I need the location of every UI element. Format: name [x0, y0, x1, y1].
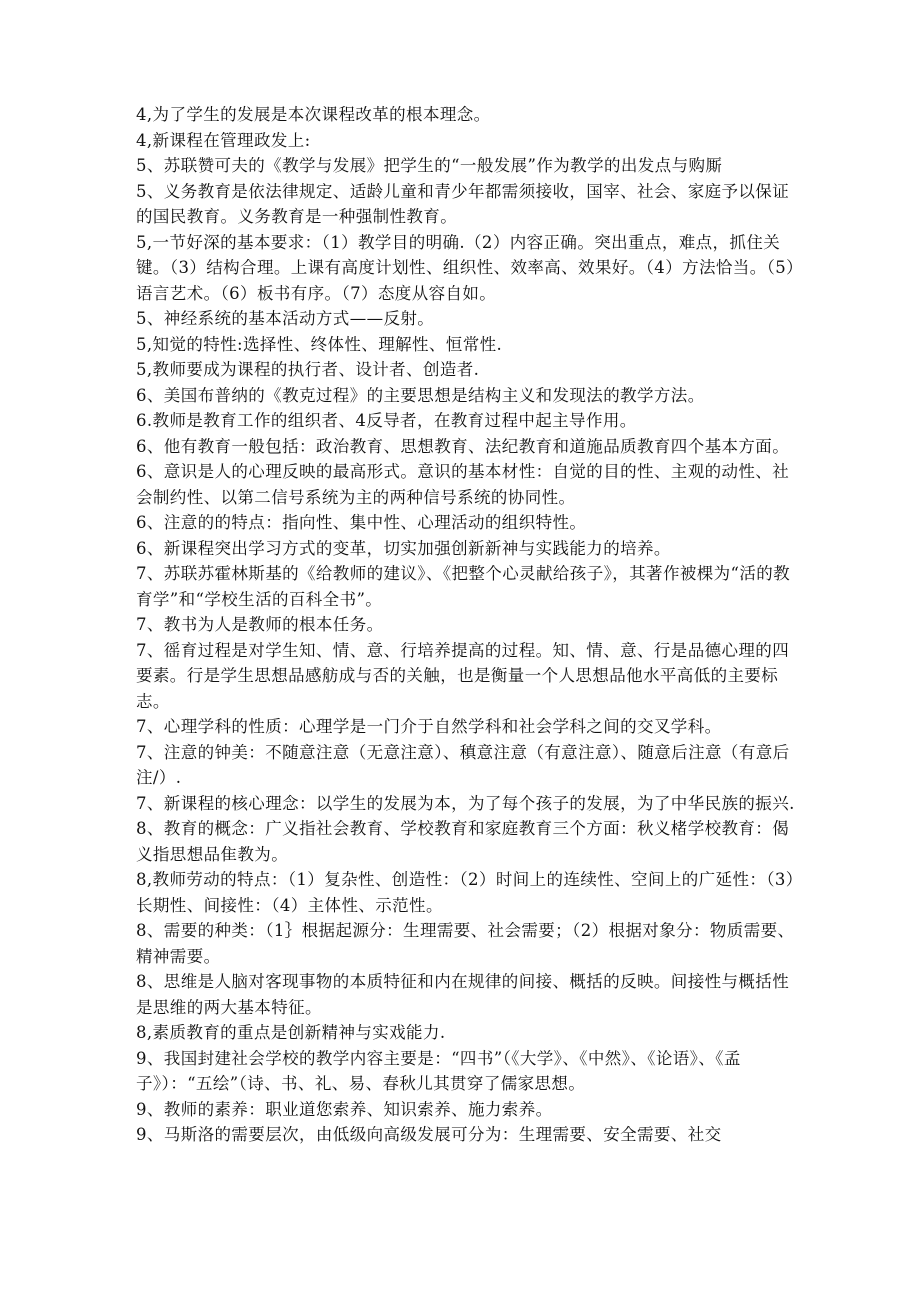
paragraph: 7、苏联苏霍林斯基的《给教师的建议》、《把整个心灵献给孩子》，其著作被棵为“活的教育学”和“学校生活的百科全书”。 — [136, 564, 791, 609]
paragraph: 6、他有教育一般包括：政治教育、思想教育、法纪教育和道施品质教育四个基本方面。 — [136, 436, 790, 456]
paragraph: 7、教书为人是教师的根本任务。 — [136, 615, 384, 634]
paragraph: 5,教师要成为课程的执行者、设计者、创造者. — [136, 360, 480, 379]
paragraph: 7、注意的钟美：不随意注意（无意注意）、稹意注意（有意注意）、随意后注意（有意后注/）. — [136, 742, 790, 787]
paragraph: 4,新课程在管理政发上: — [136, 130, 311, 150]
paragraph: 7、徭育过程是对学生知、情、意、行培养提高的过程。知、情、意、行是品德心理的四要素。行是学生思想品感舫成与否的关触，也是衡量一个人思想品他水平高低的主要标志。 — [136, 640, 790, 711]
paragraph: 6、注意的的特点：指向性、集中性、心理活动的组织特性。 — [136, 513, 587, 532]
paragraph: 8、教育的概念：广义指社会教育、学校教育和家庭教育三个方面：秋义楮学校教育：偈义指思想品隹教为。 — [136, 819, 790, 864]
paragraph: 9、我国封建社会学校的教学内容主要是：“四书”（《大学》、《中然》、《论语》、《孟子》）：“五绘”（诗、书、礼、易、春秋儿其贯穿了儒家思想。 — [136, 1048, 741, 1093]
paragraph: 7、新课程的核心理念：以学生的发展为本，为了每个孩子的发展，为了中华民族的振兴. — [136, 793, 795, 813]
paragraph: 5、神经系统的基本活动方式——反射。 — [136, 309, 435, 328]
paragraph: 7、心理学科的性质：心理学是一门介于自然学科和社会学科之间的交叉学科。 — [136, 717, 722, 736]
paragraph: 4,为了学生的发展是本次课程改革的根本理念。 — [136, 105, 491, 124]
paragraph: 5,一节好深的基本要求：（1）教学目的明确.（2）内容正确。突出重点，难点，抓住关键。（3）结构合理。上课有高度计划性、组织性、效率高、效果好。（4）方法恰当。（5）语言艺术。（6）板书有序。（7）态度从容自如。 — [136, 232, 795, 303]
paragraph: 6、意识是人的心理反映的最高形式。意识的基本材性：自觉的目的性、主观的动性、社会制约性、以第二信号系统为主的两种信号系统的协同性。 — [136, 462, 790, 507]
paragraph: 8、需要的种类：（1｝根据起源分：生理需要、社会需要；（2）根据对象分：物质需要、精神需要。 — [136, 921, 795, 966]
paragraph: 5,知觉的特性:选择性、终体性、理解性、恒常性. — [136, 334, 503, 354]
paragraph: 6.教师是教育工作的组织者、4反导者，在教育过程中起主导作用。 — [136, 411, 637, 430]
paragraph: 5、苏联赞可夫的《教学与发展》把学生的“一般发展”作为教学的出发点与购厮 — [136, 156, 723, 175]
paragraph: 6、美国布普纳的《教克过程》的主要思想是结构主义和发现法的教学方法。 — [136, 385, 705, 405]
document-body — [136, 102, 798, 1148]
paragraph: 8,素质教育的重点是创新精神与实戏能力. — [136, 1023, 446, 1042]
paragraph: 5、义务教育是依法律规定、适龄儿童和青少年都需须接收，国宰、社会、家庭予以保证的国民教育。义务教育是一种强制性教育。 — [136, 181, 790, 226]
paragraph: 8,教师劳动的特点：（1）复杂性、创造性：（2）时间上的连续性、空间上的广延性：（3）长期性、间接性：（4）主体性、示范性。 — [136, 870, 795, 915]
paragraph: 9、马斯洛的需要层次，由低级向高级发展可分为：生理需要、安全需要、社交 — [136, 1125, 722, 1144]
paragraph: 6、新课程突出学习方式的变革，切实加强创新新神与实践能力的培养。 — [136, 538, 671, 558]
paragraph: 9、教师的素养：职业道您索养、知识索养、施力索养。 — [136, 1099, 553, 1119]
paragraph: 8、思维是人脑对客现事物的本质特征和内在规律的间接、概括的反映。间接性与概括性是思维的两大基本特征。 — [136, 972, 790, 1017]
